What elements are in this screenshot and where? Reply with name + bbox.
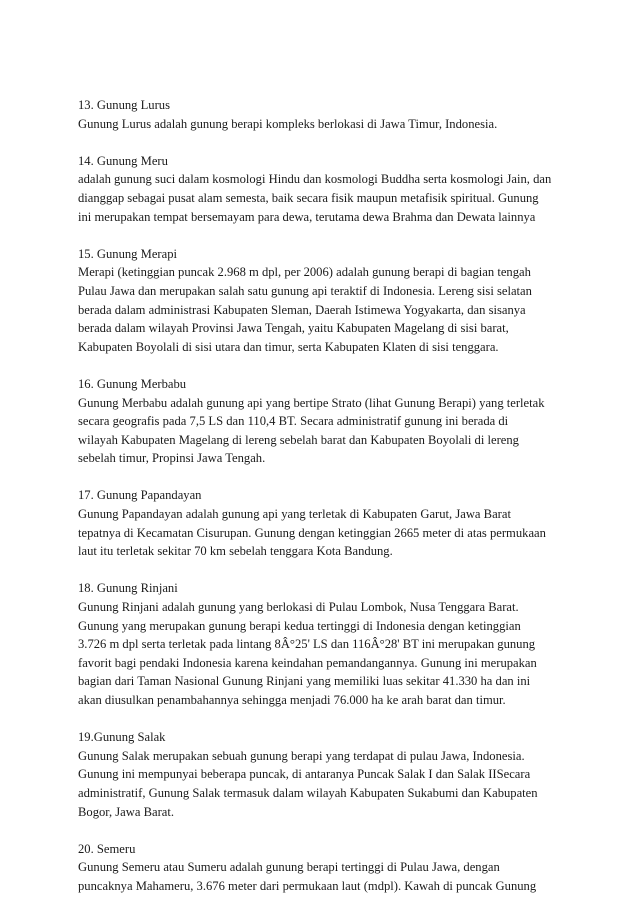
section-gunung-salak xyxy=(78,728,568,821)
paragraph-line: Bogor, Jawa Barat. xyxy=(78,804,175,819)
paragraph-line: Gunung Semeru atau Sumeru adalah gunung berapi tertinggi di Pulau Jawa, dengan xyxy=(78,860,500,875)
paragraph-line: 3.726 m dpl serta terletak pada lintang 8Â°25' LS dan 116Â°28' BT ini merupakan gunung xyxy=(78,637,536,652)
paragraph-line: Gunung Merbabu adalah gunung api yang bertipe Strato (lihat Gunung Berapi) yang terletak xyxy=(78,395,545,410)
section-title: 19.Gunung Salak xyxy=(78,730,166,745)
paragraph-line: akan diusulkan penambahannya sehingga menjadi 76.000 ha ke arah barat dan timur. xyxy=(78,693,506,707)
paragraph-line: laut itu terletak sekitar 70 km sebelah tenggara Kota Bandung. xyxy=(78,544,393,559)
section-gunung-lurus xyxy=(78,96,568,133)
section-gunung-merapi xyxy=(78,245,568,357)
paragraph-line: Merapi (ketinggian puncak 2.968 m dpl, per 2006) adalah gunung berapi di bagian tengah xyxy=(78,265,531,280)
section-gunung-rinjani xyxy=(78,579,568,709)
section-title: 14. Gunung Meru xyxy=(78,153,168,168)
section-title: 13. Gunung Lurus xyxy=(78,98,170,112)
paragraph-line: Gunung yang merupakan gunung berapi kedua tertinggi di Indonesia dengan ketinggian xyxy=(78,618,521,633)
paragraph-line: secara geografis pada 7,5 LS dan 110,4 BT. Secara administratif gunung ini berada di xyxy=(78,414,509,429)
paragraph-line: Gunung Lurus adalah gunung berapi kompleks berlokasi di Jawa Timur, Indonesia. xyxy=(78,116,498,131)
paragraph-line: administratif, Gunung Salak termasuk dalam wilayah Kabupaten Sukabumi dan Kabupaten xyxy=(78,785,538,800)
paragraph-line: adalah gunung suci dalam kosmologi Hindu dan kosmologi Buddha serta kosmologi Jain, dan xyxy=(78,172,552,187)
section-title: 20. Semeru xyxy=(78,841,136,856)
paragraph-line: Pulau Jawa dan merupakan salah satu gunung api teraktif di Indonesia. Lereng sisi selatan xyxy=(78,283,532,298)
paragraph-line: wilayah Kabupaten Magelang di lereng sebelah barat dan Kabupaten Boyolali di lereng xyxy=(78,432,519,447)
paragraph-line: dianggap sebagai pusat alam semesta, baik secara fisik maupun metafisik spiritual. Gunung xyxy=(78,190,539,205)
paragraph-line: favorit bagi pendaki Indonesia karena keindahan pemandangannya. Gunung ini merupakan xyxy=(78,655,537,670)
paragraph-line: ini merupakan tempat bersemayam para dewa, terutama dewa Brahma dan Dewata lainnya xyxy=(78,209,536,224)
paragraph-line: sebelah timur, Propinsi Jawa Tengah. xyxy=(78,451,266,466)
paragraph-line: Gunung Papandayan adalah gunung api yang terletak di Kabupaten Garut, Jawa Barat xyxy=(78,507,511,522)
paragraph-line: Kabupaten Boyolali di sisi utara dan timur, serta Kabupaten Klaten di sisi tenggara. xyxy=(78,339,499,354)
document-body xyxy=(78,96,568,914)
paragraph-line: Gunung ini mempunyai beberapa puncak, di antaranya Puncak Salak I dan Salak IISecara xyxy=(78,767,531,782)
section-gunung-papandayan xyxy=(78,486,568,560)
paragraph-line: tepatnya di Kecamatan Cisurupan. Gunung dengan ketinggian 2665 meter di atas permukaan xyxy=(78,525,546,540)
section-title: 17. Gunung Papandayan xyxy=(78,488,202,503)
section-title: 15. Gunung Merapi xyxy=(78,246,177,261)
paragraph-line: Gunung Rinjani adalah gunung yang berlokasi di Pulau Lombok, Nusa Tenggara Barat. xyxy=(78,600,519,615)
paragraph-line: berada dalam wilayah Provinsi Jawa Tengah, yaitu Kabupaten Magelang di sisi barat, xyxy=(78,321,509,336)
section-gunung-meru xyxy=(78,152,568,226)
paragraph-line: puncaknya Mahameru, 3.676 meter dari permukaan laut (mdpl). Kawah di puncak Gunung xyxy=(78,878,537,893)
paragraph-line: berada dalam administrasi Kabupaten Sleman, Daerah Istimewa Yogyakarta, dan sisanya xyxy=(78,302,526,317)
paragraph-line: Gunung Salak merupakan sebuah gunung berapi yang terdapat di pulau Jawa, Indonesia. xyxy=(78,748,525,763)
paragraph-line: bagian dari Taman Nasional Gunung Rinjani yang memiliki luas sekitar 41.330 ha dan ini xyxy=(78,674,531,689)
section-title: 18. Gunung Rinjani xyxy=(78,581,178,596)
section-title: 16. Gunung Merbabu xyxy=(78,376,187,391)
section-gunung-merbabu xyxy=(78,375,568,468)
section-semeru xyxy=(78,840,568,896)
